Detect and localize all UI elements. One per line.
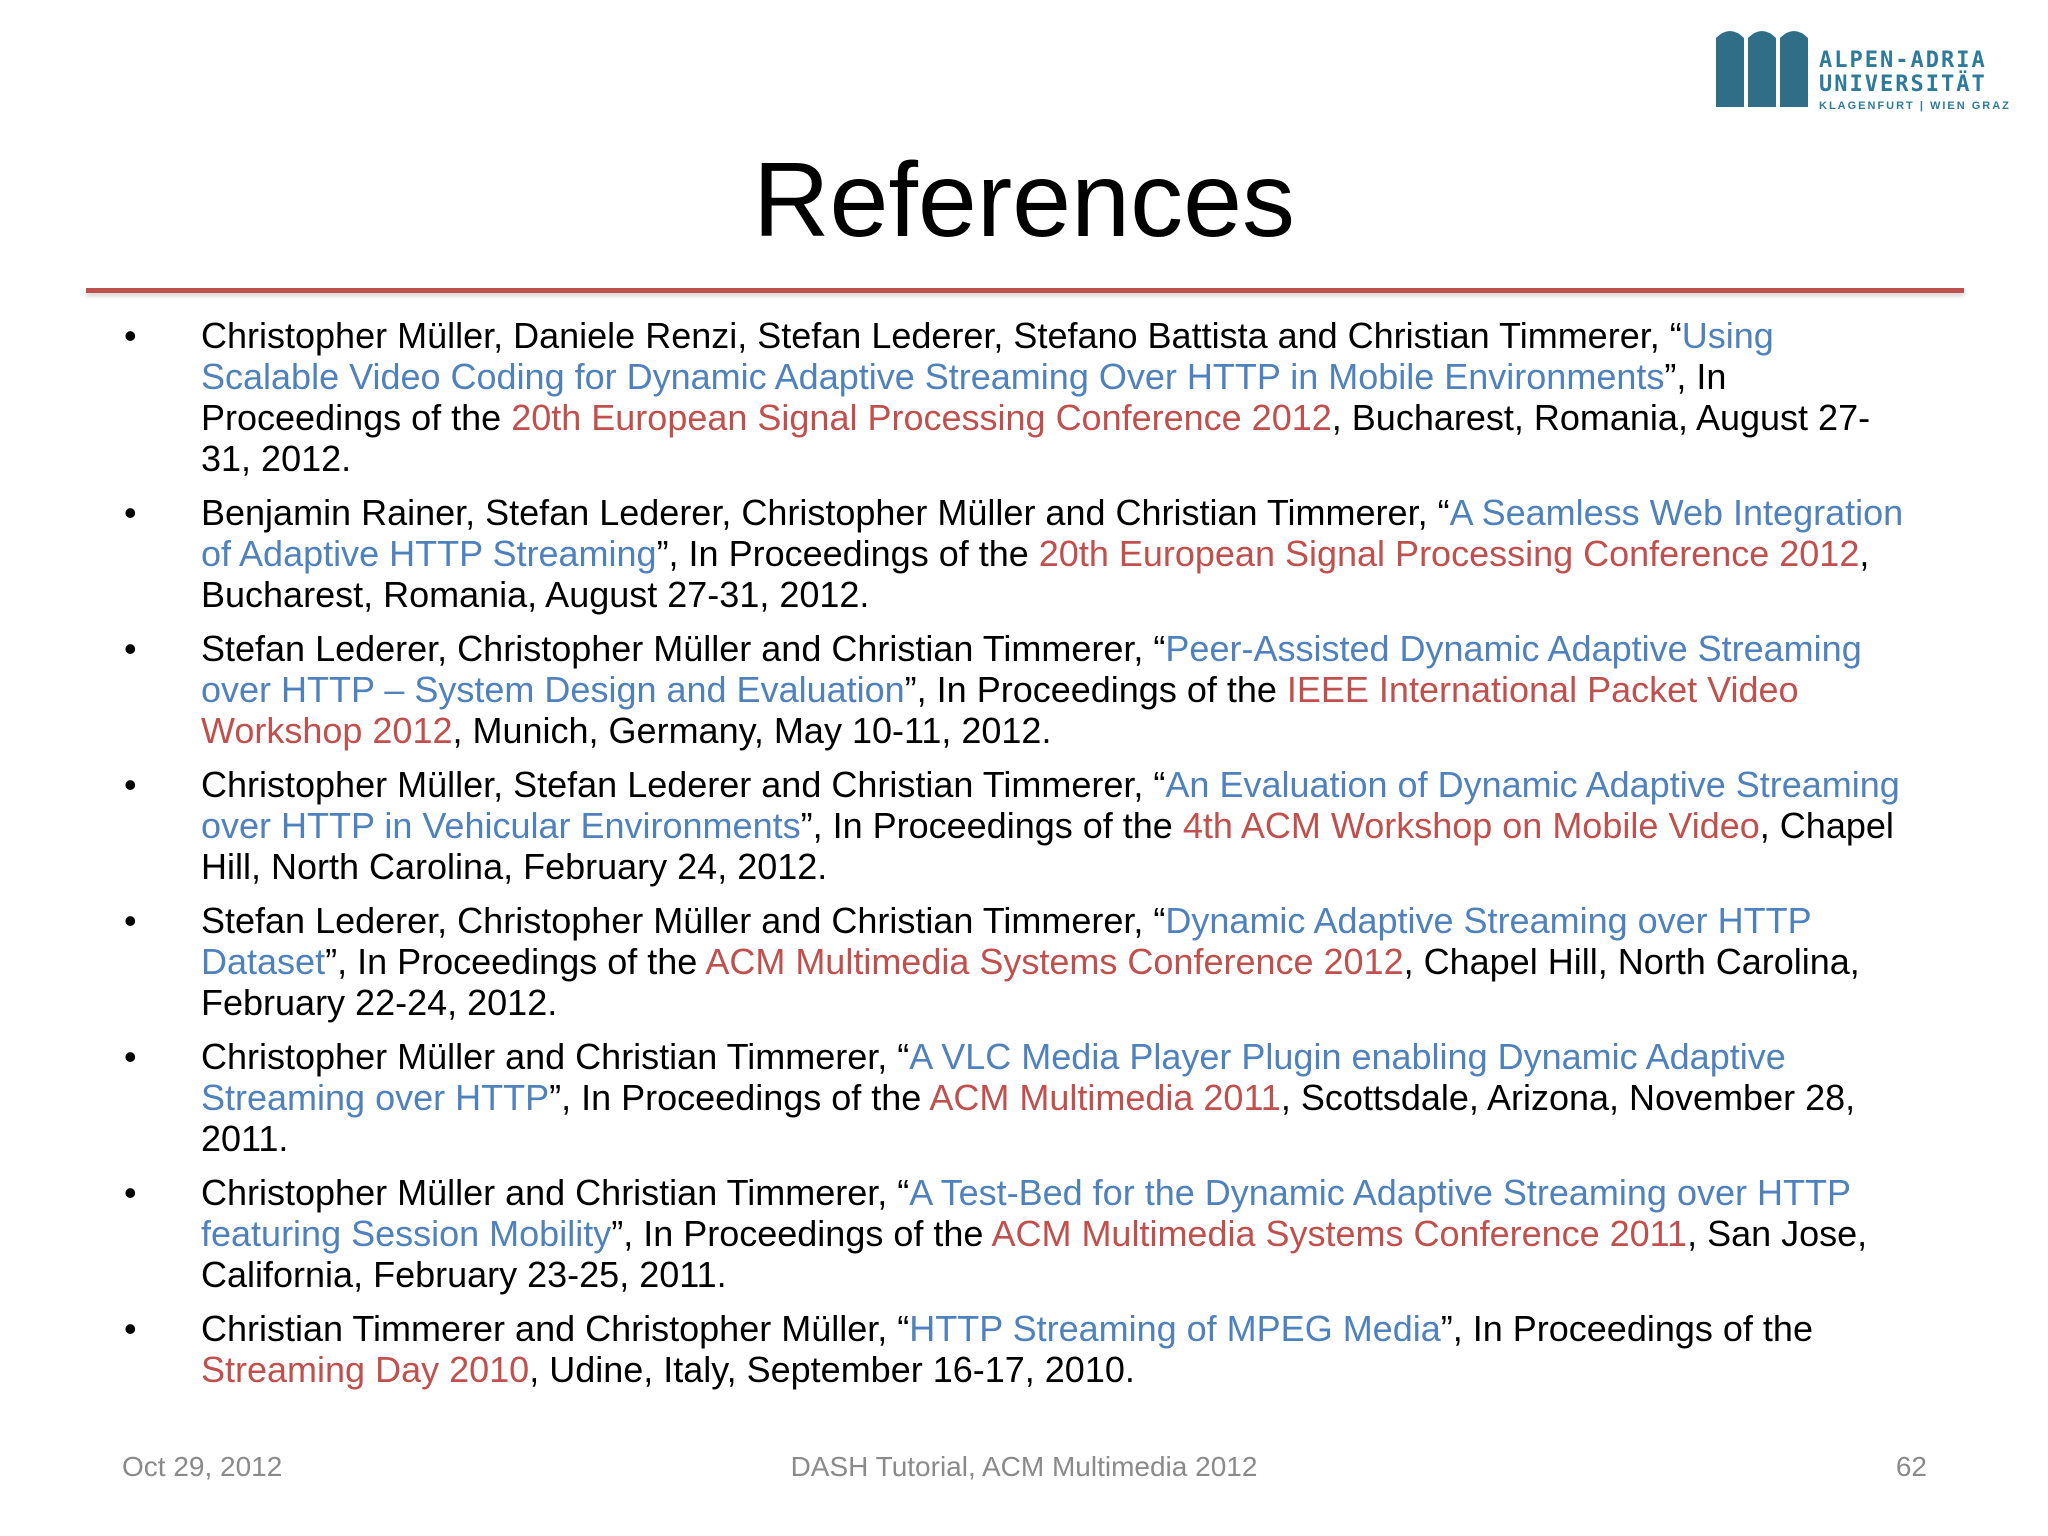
reference-paper-title[interactable]: A VLC Media Player Plugin enabling Dynamic Adaptive Streaming over HTTP: [201, 1036, 1786, 1118]
reference-item: [120, 628, 1920, 751]
logo-line-3: KLAGENFURT | WIEN GRAZ: [1819, 100, 2011, 112]
reference-location-date: , Bucharest, Romania, August 27-31, 2012.: [201, 397, 1871, 479]
reference-proceedings-text: ”, In Proceedings of the: [800, 805, 1183, 846]
slide-title: References: [752, 141, 1296, 259]
reference-item: [120, 1036, 1920, 1159]
reference-proceedings-text: ”, In Proceedings of the: [904, 669, 1287, 710]
reference-venue[interactable]: ACM Multimedia Systems Conference 2011: [991, 1213, 1688, 1254]
reference-location-date: , Bucharest, Romania, August 27-31, 2012.: [201, 533, 1870, 615]
reference-paper-title[interactable]: Using Scalable Video Coding for Dynamic Adaptive Streaming Over HTTP in Mobile Environments: [201, 315, 1774, 397]
footer-date: Oct 29, 2012: [122, 1451, 283, 1482]
bullet-icon: •: [124, 492, 137, 533]
reference-paper-title[interactable]: A Test-Bed for the Dynamic Adaptive Streaming over HTTP featuring Session Mobility: [201, 1172, 1851, 1254]
reference-proceedings-text: ”, In Proceedings of the: [325, 941, 706, 982]
logo-line-1: ALPEN-ADRIA: [1819, 48, 1987, 73]
bullet-icon: •: [124, 315, 137, 356]
reference-list: [120, 315, 1920, 1403]
reference-authors: Christopher Müller and Christian Timmerer, “: [201, 1036, 910, 1077]
reference-location-date: , Udine, Italy, September 16-17, 2010.: [529, 1349, 1135, 1390]
reference-item: [120, 492, 1920, 615]
reference-item: [120, 1308, 1920, 1390]
reference-item: [120, 900, 1920, 1023]
reference-proceedings-text: ”, In Proceedings of the: [201, 356, 1727, 438]
reference-venue[interactable]: ACM Multimedia 2011: [929, 1077, 1281, 1118]
footer-title: DASH Tutorial, ACM Multimedia 2012: [790, 1451, 1258, 1482]
bullet-icon: •: [124, 1172, 137, 1213]
reference-proceedings-text: ”, In Proceedings of the: [549, 1077, 930, 1118]
title-divider: [86, 288, 1964, 293]
bullet-icon: •: [124, 1036, 137, 1077]
reference-proceedings-text: ”, In Proceedings of the: [656, 533, 1039, 574]
page-number: 62: [1895, 1451, 1927, 1482]
reference-paper-title[interactable]: Peer-Assisted Dynamic Adaptive Streaming over HTTP – System Design and Evaluation: [201, 628, 1862, 710]
reference-venue[interactable]: 20th European Signal Processing Conference 2012: [511, 397, 1332, 438]
reference-authors: Christopher Müller, Daniele Renzi, Stefan Lederer, Stefano Battista and Christian Timmerer, “: [201, 315, 1682, 356]
bullet-icon: •: [124, 1308, 137, 1349]
reference-item: [120, 315, 1920, 479]
university-logo: [1712, 22, 2032, 124]
reference-venue[interactable]: IEEE International Packet Video Workshop 2012: [201, 669, 1799, 751]
logo-mark-icon: [1716, 24, 1811, 107]
reference-paper-title[interactable]: A Seamless Web Integration of Adaptive HTTP Streaming: [201, 492, 1904, 574]
reference-location-date: , Scottsdale, Arizona, November 28, 2011.: [201, 1077, 1856, 1159]
reference-venue[interactable]: 20th European Signal Processing Conference 2012: [1038, 533, 1860, 574]
bullet-icon: •: [124, 764, 137, 805]
reference-authors: Christopher Müller and Christian Timmerer, “: [201, 1172, 910, 1213]
bullet-icon: •: [124, 900, 137, 941]
reference-paper-title[interactable]: Dynamic Adaptive Streaming over HTTP Dataset: [201, 900, 1811, 982]
reference-authors: Stefan Lederer, Christopher Müller and Christian Timmerer, “: [201, 900, 1166, 941]
reference-paper-title[interactable]: HTTP Streaming of MPEG Media: [909, 1308, 1441, 1349]
reference-venue[interactable]: 4th ACM Workshop on Mobile Video: [1182, 805, 1760, 846]
bullet-icon: •: [124, 628, 137, 669]
logo-line-2: UNIVERSITÄT: [1819, 72, 1987, 97]
reference-venue[interactable]: ACM Multimedia Systems Conference 2012: [705, 941, 1404, 982]
reference-paper-title[interactable]: An Evaluation of Dynamic Adaptive Streaming over HTTP in Vehicular Environments: [201, 764, 1900, 846]
reference-authors: Christopher Müller, Stefan Lederer and Christian Timmerer, “: [201, 764, 1166, 805]
reference-authors: Christian Timmerer and Christopher Müller, “: [201, 1308, 910, 1349]
reference-proceedings-text: ”, In Proceedings of the: [1440, 1308, 1813, 1349]
reference-proceedings-text: ”, In Proceedings of the: [611, 1213, 992, 1254]
reference-venue[interactable]: Streaming Day 2010: [201, 1349, 530, 1390]
reference-location-date: , Chapel Hill, North Carolina, February 22-24, 2012.: [201, 941, 1860, 1023]
reference-location-date: , San Jose, California, February 23-25, 2011.: [201, 1213, 1868, 1295]
reference-location-date: , Chapel Hill, North Carolina, February 24, 2012.: [201, 805, 1894, 887]
reference-location-date: , Munich, Germany, May 10-11, 2012.: [452, 710, 1052, 751]
reference-authors: Benjamin Rainer, Stefan Lederer, Christopher Müller and Christian Timmerer, “: [201, 492, 1450, 533]
reference-item: [120, 764, 1920, 887]
reference-authors: Stefan Lederer, Christopher Müller and Christian Timmerer, “: [201, 628, 1166, 669]
reference-item: [120, 1172, 1920, 1295]
